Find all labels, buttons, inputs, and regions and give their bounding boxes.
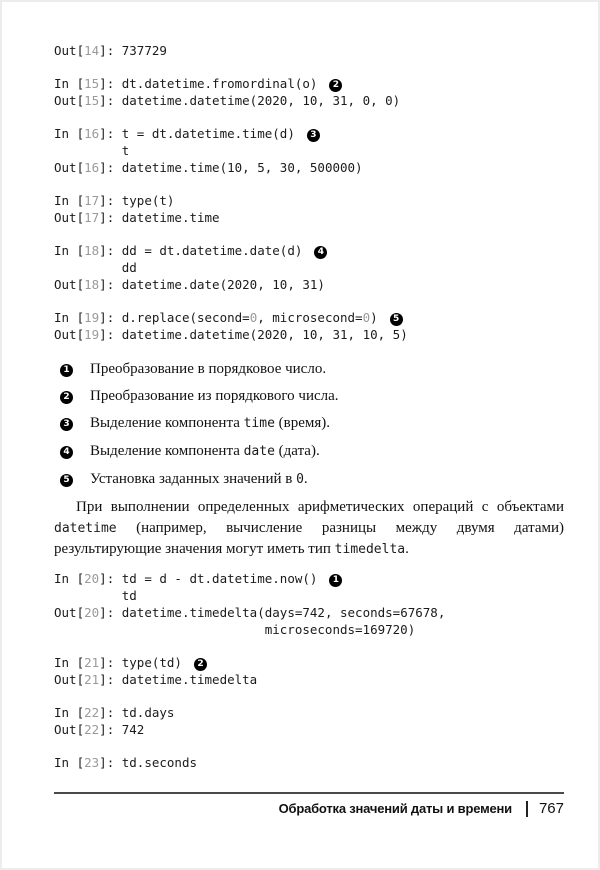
callout-badge: 1 — [329, 574, 342, 587]
code-line — [54, 259, 564, 276]
code-text: dd = dt.datetime.date(d) — [121, 243, 303, 258]
code-text: , microsecond= — [257, 310, 363, 325]
code-text: ]: — [99, 722, 122, 737]
callout-text: (дата). — [274, 443, 320, 459]
callout-item — [60, 441, 564, 462]
callout-text: Преобразование в порядковое число. — [90, 361, 327, 377]
code-text: ]: — [99, 243, 122, 258]
code-text: t — [54, 143, 130, 158]
code-line — [54, 587, 564, 604]
code-text: datetime.timedelta(days=742, seconds=67678, — [121, 605, 446, 620]
code-text: ]: — [99, 193, 122, 208]
code-text: datetime.datetime(2020, 10, 31, 10, 5) — [121, 327, 408, 342]
callout-badge: 2 — [329, 79, 342, 92]
paragraph-text: (например, вычисление разницы между двумя датами) результирующие значения могут иметь тип — [54, 520, 564, 557]
code-text: ]: — [99, 705, 122, 720]
code-muted-text: 20 — [84, 571, 100, 586]
code-line — [54, 159, 564, 176]
code-text: datetime.timedelta — [121, 672, 258, 687]
code-text: Out[ — [54, 605, 85, 620]
callout-text: Выделение компонента — [90, 443, 244, 459]
code-text: In [ — [54, 243, 85, 258]
code-text: datetime.time — [121, 210, 220, 225]
code-block — [54, 42, 564, 59]
code-muted-text: 17 — [84, 210, 100, 225]
code-muted-text: 16 — [84, 160, 100, 175]
code-text: ]: — [99, 43, 122, 58]
code-text: td — [54, 588, 137, 603]
callout-badge: 2 — [60, 391, 73, 404]
code-line — [54, 721, 564, 738]
code-text: In [ — [54, 655, 85, 670]
code-line — [54, 92, 564, 109]
code-text: microseconds=169720) — [54, 622, 416, 637]
code-line — [54, 570, 564, 587]
code-muted-text: 15 — [84, 93, 100, 108]
callout-badge: 1 — [60, 364, 73, 377]
code-muted-text: 16 — [84, 126, 100, 141]
code-line — [54, 671, 564, 688]
code-muted-text: 0 — [249, 310, 258, 325]
callout-item — [60, 469, 564, 490]
code-text: ]: — [99, 605, 122, 620]
code-text: dt.datetime.fromordinal(o) — [121, 76, 318, 91]
page-content — [2, 2, 598, 771]
code-text: ]: — [99, 76, 122, 91]
code-text: t = dt.datetime.time(d) — [121, 126, 295, 141]
code-block — [54, 654, 564, 688]
code-text: In [ — [54, 126, 85, 141]
code-line — [54, 192, 564, 209]
callout-list — [54, 359, 564, 490]
code-muted-text: 14 — [84, 43, 100, 58]
code-text: d.replace(second= — [121, 310, 250, 325]
code-line — [54, 42, 564, 59]
code-text: In [ — [54, 310, 85, 325]
code-text: Out[ — [54, 672, 85, 687]
code-text: 737729 — [121, 43, 167, 58]
code-line — [54, 654, 564, 671]
inline-code: timedelta — [334, 542, 406, 557]
code-muted-text: 19 — [84, 310, 100, 325]
code-block — [54, 309, 564, 343]
code-text: Out[ — [54, 210, 85, 225]
code-text: ]: — [99, 310, 122, 325]
inline-code: datetime — [54, 521, 117, 536]
code-text: ]: — [99, 210, 122, 225]
code-muted-text: 23 — [84, 755, 100, 770]
code-text: In [ — [54, 76, 85, 91]
code-line — [54, 309, 564, 326]
code-text: ]: — [99, 160, 122, 175]
code-line — [54, 242, 564, 259]
code-muted-text: 19 — [84, 327, 100, 342]
code-line — [54, 276, 564, 293]
callout-text: Преобразование из порядкового числа. — [90, 388, 339, 404]
callout-item — [60, 386, 564, 406]
code-text: 742 — [121, 722, 145, 737]
code-text: Out[ — [54, 277, 85, 292]
code-text: Out[ — [54, 722, 85, 737]
code-muted-text: 18 — [84, 243, 100, 258]
inline-code: date — [243, 444, 275, 459]
code-text: datetime.date(2020, 10, 31) — [121, 277, 325, 292]
code-muted-text: 22 — [84, 722, 100, 737]
code-text: datetime.datetime(2020, 10, 31, 0, 0) — [121, 93, 401, 108]
code-block — [54, 570, 564, 638]
callout-item — [60, 359, 564, 379]
code-block — [54, 125, 564, 176]
code-text: In [ — [54, 193, 85, 208]
code-block — [54, 192, 564, 226]
page-footer — [54, 792, 564, 817]
code-line — [54, 704, 564, 721]
footer-chapter-title: Обработка значений даты и времени — [278, 801, 512, 816]
code-text: type(t) — [121, 193, 175, 208]
callout-badge: 2 — [194, 658, 207, 671]
callout-badge: 3 — [307, 129, 320, 142]
paragraph-text: При выполнении определенных арифметических операций с объектами — [76, 499, 564, 515]
code-text: ]: — [99, 672, 122, 687]
code-text: td.days — [121, 705, 175, 720]
callout-text: Установка заданных значений в — [90, 471, 297, 487]
footer-separator — [526, 801, 528, 817]
code-muted-text: 22 — [84, 705, 100, 720]
callout-badge: 4 — [60, 446, 73, 459]
code-line — [54, 754, 564, 771]
code-text: In [ — [54, 571, 85, 586]
code-text: ]: — [99, 277, 122, 292]
code-text: ) — [370, 310, 378, 325]
code-text: Out[ — [54, 43, 85, 58]
code-text: ]: — [99, 327, 122, 342]
inline-code: time — [243, 416, 275, 431]
code-muted-text: 21 — [84, 655, 100, 670]
code-muted-text: 18 — [84, 277, 100, 292]
callout-badge: 5 — [390, 313, 403, 326]
code-text: td = d - dt.datetime.now() — [121, 571, 318, 586]
inline-code: 0 — [296, 472, 304, 487]
code-block — [54, 754, 564, 771]
code-text: ]: — [99, 126, 122, 141]
body-paragraph — [54, 497, 564, 560]
code-line — [54, 142, 564, 159]
code-text: type(td) — [121, 655, 182, 670]
code-text: datetime.time(10, 5, 30, 500000) — [121, 160, 363, 175]
code-line — [54, 326, 564, 343]
code-text: In [ — [54, 705, 85, 720]
code-muted-text: 15 — [84, 76, 100, 91]
callout-item — [60, 413, 564, 434]
callout-badge: 4 — [314, 246, 327, 259]
code-text: ]: — [99, 93, 122, 108]
footer-page-number: 767 — [538, 800, 564, 817]
code-line — [54, 621, 564, 638]
callout-text: Выделение компонента — [90, 415, 244, 431]
code-text: ]: — [99, 571, 122, 586]
code-text: dd — [54, 260, 137, 275]
code-line — [54, 209, 564, 226]
code-muted-text: 0 — [362, 310, 371, 325]
code-block — [54, 242, 564, 293]
code-text: Out[ — [54, 160, 85, 175]
code-block — [54, 704, 564, 738]
code-text: In [ — [54, 755, 85, 770]
code-text: ]: — [99, 655, 122, 670]
callout-badge: 5 — [60, 474, 73, 487]
paragraph-text: . — [405, 541, 409, 557]
code-text: td.seconds — [121, 755, 198, 770]
code-block — [54, 75, 564, 109]
code-text: Out[ — [54, 93, 85, 108]
code-text: Out[ — [54, 327, 85, 342]
code-line — [54, 125, 564, 142]
code-line — [54, 75, 564, 92]
code-muted-text: 20 — [84, 605, 100, 620]
callout-badge: 3 — [60, 418, 73, 431]
code-line — [54, 604, 564, 621]
code-text: ]: — [99, 755, 122, 770]
code-muted-text: 17 — [84, 193, 100, 208]
code-muted-text: 21 — [84, 672, 100, 687]
callout-text: . — [303, 471, 308, 487]
callout-text: (время). — [274, 415, 331, 431]
